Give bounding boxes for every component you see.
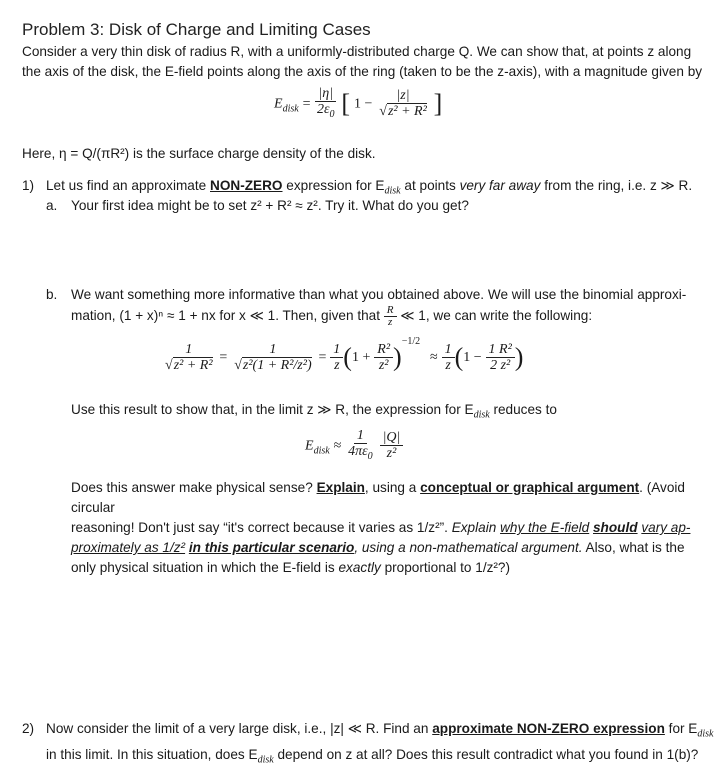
q1b-p4-italic: exactly <box>338 560 381 575</box>
q2-l1-pre: Now consider the limit of a very large disk, i.e., |z| ≪ R. Find an <box>46 721 429 736</box>
eq1-lhs-sub: disk <box>282 103 299 115</box>
eq3-approx: ≈ <box>333 438 342 454</box>
eq2-t4-inner-num: 1 R² <box>486 342 515 358</box>
eq2-term2: $\frac{1}{\text{√z²(1 + R²/z²)}}$ <box>234 342 312 373</box>
q1b-use-pre: Use this result to show that, in the limit z ≫ R, the expression for E <box>71 402 474 417</box>
eq2-t1-num: 1 <box>182 342 195 358</box>
eq1-inner-den: z² + R² <box>387 104 427 120</box>
q2-l1-post: for E <box>668 721 698 736</box>
eq2-t4-den: z <box>445 358 451 373</box>
eq1-inner-num: |z| <box>393 88 412 104</box>
eq2-t2-den: z²(1 + R²/z²) <box>242 358 312 373</box>
q1b-explain-line-4 <box>71 558 711 578</box>
eq2-t3-inner-num: R² <box>374 342 393 358</box>
q1a-text: Your first idea might be to set z² + R² ≈ z². Try it. What do you get? <box>71 198 469 213</box>
intro-line-2: the axis of the disk, the E-field points along the axis of the ring (taken to be the z-axis), with a magnitude given by <box>22 64 703 79</box>
eq1-inner-fraction: $\frac{|z|}{\text{√z² + R²}}$ <box>379 88 427 120</box>
q1b-p4-pre: only physical situation in which the E-field is <box>71 560 335 575</box>
q2-l1-sub: disk <box>697 728 714 740</box>
eq3-f1-den-sub: 0 <box>367 450 373 462</box>
equation-binomial: $\frac{1}{\text{√z² + R²}}$ = $\frac{1}{\text{√z²(1 + R²/z²)}}$ = $\frac{1}{z}$ (1 + $\frac{\text{R²}}{\text{z²}}$ )$^{-1/2}$ ≈ $\frac{1}{z}$ (1 − $\frac{\text{1 R²}}{\text{2 z²}}$ ) <box>162 342 523 373</box>
eq3-f1-num: 1 <box>354 428 367 444</box>
eq1-one-minus: 1 − <box>353 96 373 112</box>
q1b-use-sub: disk <box>473 409 490 421</box>
q2-number: 2) <box>22 721 35 736</box>
q1-text-mid2: at points <box>404 178 456 193</box>
q1b-use-result <box>71 400 711 426</box>
eq3-lhs-sub: disk <box>313 445 330 457</box>
eq2-t2-num: 1 <box>266 342 279 358</box>
eq2-t3-exponent: −1/2 <box>401 335 421 347</box>
eta-definition: Here, η = Q/(πR²) is the surface charge density of the disk. <box>22 146 376 161</box>
eq2-t4-inner-den: 2 z² <box>490 358 511 373</box>
eq2-t1-den: z² + R² <box>173 358 213 373</box>
q1b-explain-line-2 <box>71 518 711 538</box>
q1b-line-2-pre: mation, (1 + x)ⁿ ≈ 1 + nx for x ≪ 1. Then, given that <box>71 308 380 324</box>
intro-paragraph <box>22 42 712 82</box>
q2-text <box>46 719 716 770</box>
equation-e-disk: $E_{disk}$ = $\frac{|\eta|}{2\varepsilon_0}$ [ 1 − $\frac{|z|}{\text{√z² + R²}}$ ] <box>274 86 443 120</box>
q1b-line-2 <box>71 305 711 328</box>
q1b-explain-paragraph <box>71 478 711 578</box>
eq1-den-sub: 0 <box>329 108 335 120</box>
eq2-t4-num: 1 <box>442 342 455 358</box>
q1-text-pre: Let us find an approximate <box>46 178 207 193</box>
q1b-p1-mid: , using a <box>364 480 417 495</box>
eq2-t3-den: z <box>334 358 340 373</box>
q1b-small-frac-num: R <box>384 305 397 317</box>
intro-line-1: Consider a very thin disk of radius R, with a uniformly-distributed charge Q. We can show that, at points z along <box>22 44 692 59</box>
eq3-f2-den: z² <box>386 446 397 462</box>
q1-text-mid: expression for E <box>286 178 385 193</box>
q1-number: 1) <box>22 178 35 193</box>
q1b-p3-italic: , using a non-mathematical argument. <box>354 540 583 555</box>
eq3-lhs: E <box>305 438 314 454</box>
q1b-p1-pre: Does this answer make physical sense? <box>71 480 313 495</box>
eq1-num: |η| <box>315 86 336 102</box>
q1b-explain-line-3 <box>71 538 711 558</box>
q1-text-sub: disk <box>384 185 401 197</box>
q1b-line-1: We want something more informative than what you obtained above. We will use the binomial approxi- <box>71 287 687 302</box>
q2-l2-sub: disk <box>257 754 274 766</box>
q1-text-post: from the ring, i.e. z ≫ R. <box>544 178 693 193</box>
q1b-explain-line-1 <box>71 478 711 518</box>
eq3-fraction-2 <box>380 430 404 461</box>
q1b-line-2-post: ≪ 1, we can write the following: <box>400 308 593 324</box>
q1b-p1-post: . (Avoid circular <box>71 480 685 515</box>
eq3-fraction-1 <box>345 428 376 464</box>
q1b-p2-italic: Explain <box>451 520 497 535</box>
q1b-p2-bold-u: should <box>593 520 638 535</box>
q1b-p3-bold-u: in this particular scenario <box>188 540 355 555</box>
q1b-p3-post: Also, what is the <box>585 540 685 555</box>
q1-text-italic: very far away <box>459 178 541 193</box>
q1b-p2-italic-u2: vary ap- <box>641 520 691 535</box>
q1b-label: b. <box>46 287 58 302</box>
q1b-p1-bold2: conceptual or graphical argument <box>420 480 640 495</box>
eq2-term4-prefix <box>442 342 455 373</box>
eq2-term4-inner <box>486 342 515 373</box>
page-title: Problem 3: Disk of Charge and Limiting Cases <box>22 20 371 39</box>
q2-l2-pre: in this limit. In this situation, does E <box>46 746 258 762</box>
q1b-use-post: reduces to <box>493 402 557 417</box>
eq2-term1: $\frac{1}{\text{√z² + R²}}$ <box>165 342 213 373</box>
eq1-den: 2ε <box>316 102 330 117</box>
eq2-term3-inner <box>374 342 393 373</box>
eq1-lhs: E <box>274 96 283 112</box>
eq2-t3-inner-den: z² <box>378 358 389 373</box>
q1-text-bold: NON-ZERO <box>210 178 283 193</box>
eq2-t3-num: 1 <box>330 342 343 358</box>
q1b-p2-pre: reasoning! Don't just say “it's correct because it varies as 1/z²”. <box>71 520 448 535</box>
eq3-f1-den: 4πε <box>348 444 368 459</box>
q1b-p3-italic-u: proximately as 1/z² <box>71 540 186 555</box>
q1b-p4-post: proportional to 1/z²?) <box>384 560 511 575</box>
q1b-p1-bold: Explain <box>316 480 365 495</box>
q1b-small-frac-den: z <box>388 316 393 328</box>
q1b-small-fraction <box>384 305 397 328</box>
eq3-f2-num: |Q| <box>380 430 404 446</box>
q2-l1-bold: approximate NON-ZERO expression <box>432 721 665 736</box>
q2-l2-post: depend on z at all? Does this result contradict what you found in 1(b)? <box>277 746 699 762</box>
q1b-p2-italic-u: why the E-field <box>500 520 590 535</box>
eq1-fraction <box>314 86 338 122</box>
q2-line-1 <box>46 719 716 745</box>
q2-line-2 <box>46 745 716 770</box>
q1a-label: a. <box>46 198 58 213</box>
equation-far-field <box>305 428 403 464</box>
eq2-term3-prefix <box>330 342 343 373</box>
